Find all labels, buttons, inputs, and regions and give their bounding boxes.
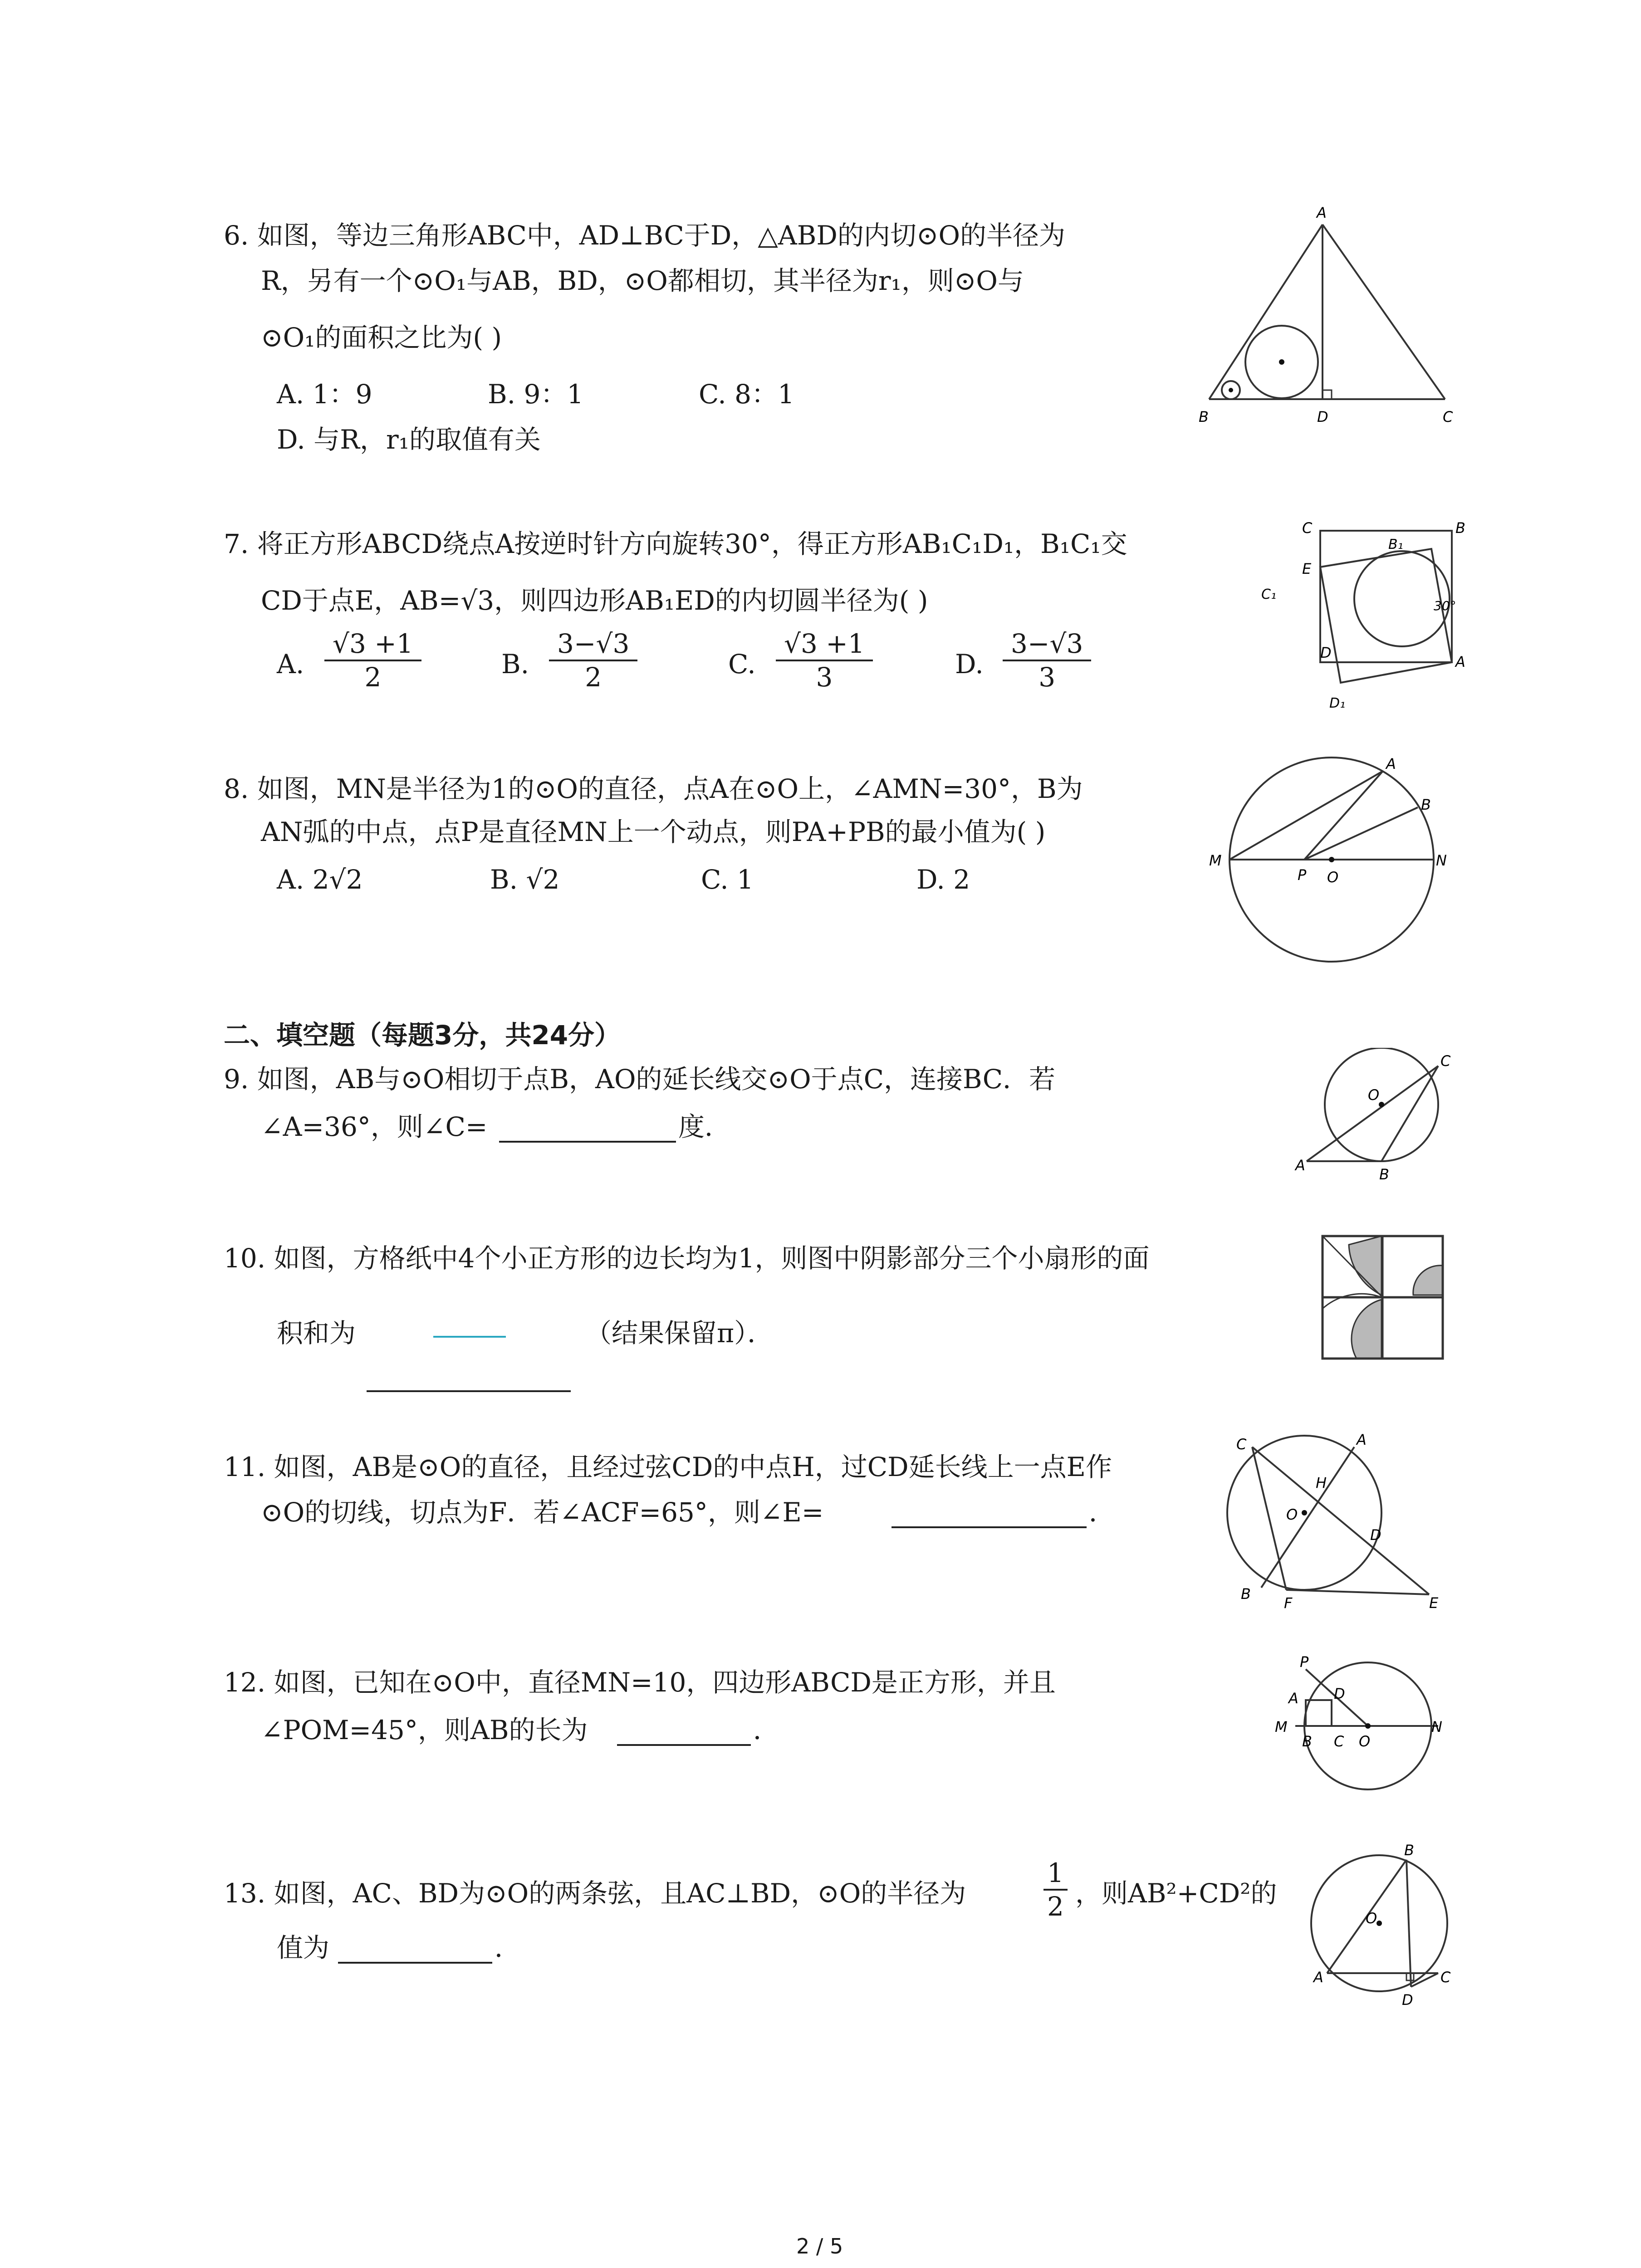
q12-answer-blank[interactable]	[617, 1744, 751, 1746]
q9-fig-label-b: B	[1379, 1166, 1389, 1183]
q10-line2-start: 积和为	[277, 1318, 356, 1349]
q7-fig-label-angle: 30°	[1434, 598, 1456, 613]
q6-fig-label-c: C	[1443, 408, 1453, 425]
q9-fig-label-c: C	[1440, 1052, 1451, 1070]
q7-fig-label-a: A	[1455, 653, 1465, 670]
q13-line1-start: 13. 如图，AC、BD为⊙O的两条弦，且AC⊥BD，⊙O的半径为	[224, 1878, 966, 1909]
q7-option-a-denominator: 2	[364, 662, 382, 693]
q6-option-c: C. 8：1	[699, 379, 794, 410]
q10-line2-end: （结果保留π）．	[585, 1318, 774, 1349]
q13-half-denominator: 2	[1047, 1891, 1064, 1922]
q13-line2-start: 值为	[277, 1932, 330, 1963]
q6-fig-label-d: D	[1317, 408, 1328, 425]
q10-line1: 10. 如图，方格纸中4个小正方形的边长均为1，则图中阴影部分三个小扇形的面	[224, 1243, 1150, 1274]
page-number: 2 / 5	[796, 2234, 843, 2258]
q11-fig-label-b: B	[1241, 1585, 1251, 1603]
q12-line1: 12. 如图，已知在⊙O中，直径MN=10，四边形ABCD是正方形，并且	[224, 1667, 1056, 1698]
q12-fig-label-d: D	[1334, 1685, 1345, 1702]
q11-line1: 11. 如图，AB是⊙O的直径，且经过弦CD的中点H，过CD延长线上一点E作	[224, 1452, 1112, 1482]
q12-fig-label-m: M	[1275, 1718, 1288, 1735]
q6-line1: 6. 如图，等边三角形ABC中，AD⊥BC于D，△ABD的内切⊙O的半径为	[224, 220, 1066, 251]
q11-fig-label-h: H	[1316, 1474, 1327, 1491]
q6-option-b: B. 9：1	[488, 379, 584, 410]
q7-option-d-label: D.	[955, 649, 984, 679]
q11-fig-label-c: C	[1236, 1436, 1247, 1453]
q11-figure	[1216, 1429, 1452, 1610]
q12-line2-start: ∠POM=45°，则AB的长为	[261, 1715, 588, 1745]
q9-fig-label-a: A	[1295, 1157, 1305, 1174]
q12-fig-label-o: O	[1359, 1733, 1371, 1750]
q12-fig-label-p: P	[1300, 1653, 1309, 1671]
q13-fig-label-o: O	[1366, 1910, 1377, 1927]
q7-fig-label-e: E	[1302, 560, 1312, 577]
q12-fig-label-a: A	[1288, 1690, 1298, 1707]
q7-option-c-fraction	[776, 628, 873, 693]
q8-option-a: A. 2√2	[277, 864, 363, 895]
q6-line2: R，另有一个⊙O₁与AB，BD，⊙O都相切，其半径为r₁，则⊙O与	[261, 265, 1024, 296]
q6-fig-label-b: B	[1199, 408, 1209, 425]
q6-option-d: D. 与R，r₁的取值有关	[277, 424, 541, 455]
q11-line2-start: ⊙O的切线，切点为F．若∠ACF=65°，则∠E=	[261, 1497, 824, 1528]
q11-fig-label-e: E	[1429, 1594, 1439, 1610]
q11-fig-label-f: F	[1284, 1594, 1293, 1610]
q13-fig-label-c: C	[1440, 1969, 1451, 1986]
q9-line2-start: ∠A=36°，则∠C=	[261, 1111, 488, 1142]
q8-figure	[1198, 753, 1452, 966]
q7-option-d-denominator: 3	[1038, 662, 1056, 693]
q10-underline	[367, 1390, 571, 1392]
q10-answer-blank[interactable]	[433, 1336, 506, 1338]
q9-answer-blank[interactable]	[499, 1141, 676, 1143]
q12-figure	[1266, 1651, 1447, 1796]
q7-fig-label-b1: B₁	[1388, 537, 1403, 552]
q8-option-d: D. 2	[916, 864, 970, 895]
q7-option-c-numerator: √3 +1	[776, 631, 873, 661]
q11-fig-label-d: D	[1370, 1526, 1381, 1544]
q8-fig-label-b: B	[1421, 796, 1431, 813]
q13-fig-label-d: D	[1402, 1991, 1413, 2009]
q8-fig-label-p: P	[1298, 866, 1307, 884]
q13-line2-end: ．	[495, 1932, 521, 1963]
q6-line3: ⊙O₁的面积之比为( )	[261, 322, 502, 353]
q7-fig-label-d1: D₁	[1329, 695, 1346, 711]
section-2-heading: 二、填空题（每题3分，共24分）	[224, 1020, 621, 1051]
q7-option-c-label: C.	[728, 649, 756, 679]
q7-fig-label-c1: C₁	[1261, 587, 1276, 602]
q13-figure	[1307, 1842, 1456, 2014]
q10-figure	[1318, 1232, 1450, 1363]
q11-fig-label-o: O	[1286, 1506, 1298, 1523]
q8-option-b: B. √2	[490, 864, 560, 895]
q12-fig-label-c: C	[1334, 1733, 1344, 1750]
q11-answer-blank[interactable]	[892, 1526, 1087, 1528]
q7-fig-label-d: D	[1320, 644, 1332, 661]
q7-option-a-numerator: √3 +1	[324, 631, 421, 661]
q6-fig-label-a: A	[1317, 204, 1327, 221]
q9-line2-end: 度．	[678, 1111, 731, 1142]
q8-line1: 8. 如图，MN是半径为1的⊙O的直径，点A在⊙O上，∠AMN=30°，B为	[224, 773, 1083, 804]
q11-line2-end: ．	[1089, 1497, 1116, 1528]
q9-figure	[1288, 1048, 1461, 1184]
q8-line2: AN弧的中点，点P是直径MN上一个动点，则PA+PB的最小值为( )	[261, 816, 1046, 847]
q7-option-b-fraction	[549, 628, 637, 693]
q7-option-d-numerator: 3−√3	[1003, 631, 1091, 661]
q6-option-a: A. 1：9	[277, 379, 372, 410]
q8-fig-label-a: A	[1386, 755, 1396, 772]
q13-half-numerator: 1	[1043, 1860, 1068, 1891]
q7-fig-label-c: C	[1302, 519, 1313, 537]
q12-fig-label-n: N	[1431, 1718, 1442, 1735]
q9-line1: 9. 如图，AB与⊙O相切于点B，AO的延长线交⊙O于点C，连接BC．若	[224, 1064, 1056, 1095]
q8-option-c: C. 1	[701, 864, 754, 895]
q6-figure	[1198, 204, 1461, 435]
q7-fig-label-b: B	[1455, 519, 1465, 537]
q7-option-b-denominator: 2	[585, 662, 602, 693]
q7-option-a-fraction	[324, 628, 421, 693]
q7-option-b-numerator: 3−√3	[549, 631, 637, 661]
q7-figure	[1252, 517, 1470, 730]
q13-half-fraction	[1043, 1857, 1068, 1922]
q7-option-c-denominator: 3	[816, 662, 833, 693]
q8-fig-label-n: N	[1436, 852, 1447, 869]
q13-fig-label-a: A	[1313, 1969, 1323, 1986]
q7-option-b-label: B.	[501, 649, 529, 679]
q13-answer-blank[interactable]	[338, 1962, 492, 1964]
q13-line1-end: ，则AB²+CD²的	[1075, 1878, 1277, 1909]
q11-fig-label-a: A	[1357, 1431, 1367, 1448]
q13-fig-label-b: B	[1404, 1842, 1414, 1859]
q8-fig-label-o: O	[1327, 869, 1339, 886]
q7-line2: CD于点E，AB=√3，则四边形AB₁ED的内切圆半径为( )	[261, 585, 928, 616]
q8-fig-label-m: M	[1209, 852, 1222, 869]
q7-option-a-label: A.	[277, 649, 304, 679]
q9-fig-label-o: O	[1368, 1086, 1380, 1104]
q12-line2-end: ．	[753, 1715, 780, 1745]
q7-line1: 7. 将正方形ABCD绕点A按逆时针方向旋转30°，得正方形AB₁C₁D₁，B₁C₁交	[224, 528, 1127, 559]
q7-option-d-fraction	[1003, 628, 1091, 693]
q12-fig-label-b: B	[1302, 1733, 1312, 1750]
